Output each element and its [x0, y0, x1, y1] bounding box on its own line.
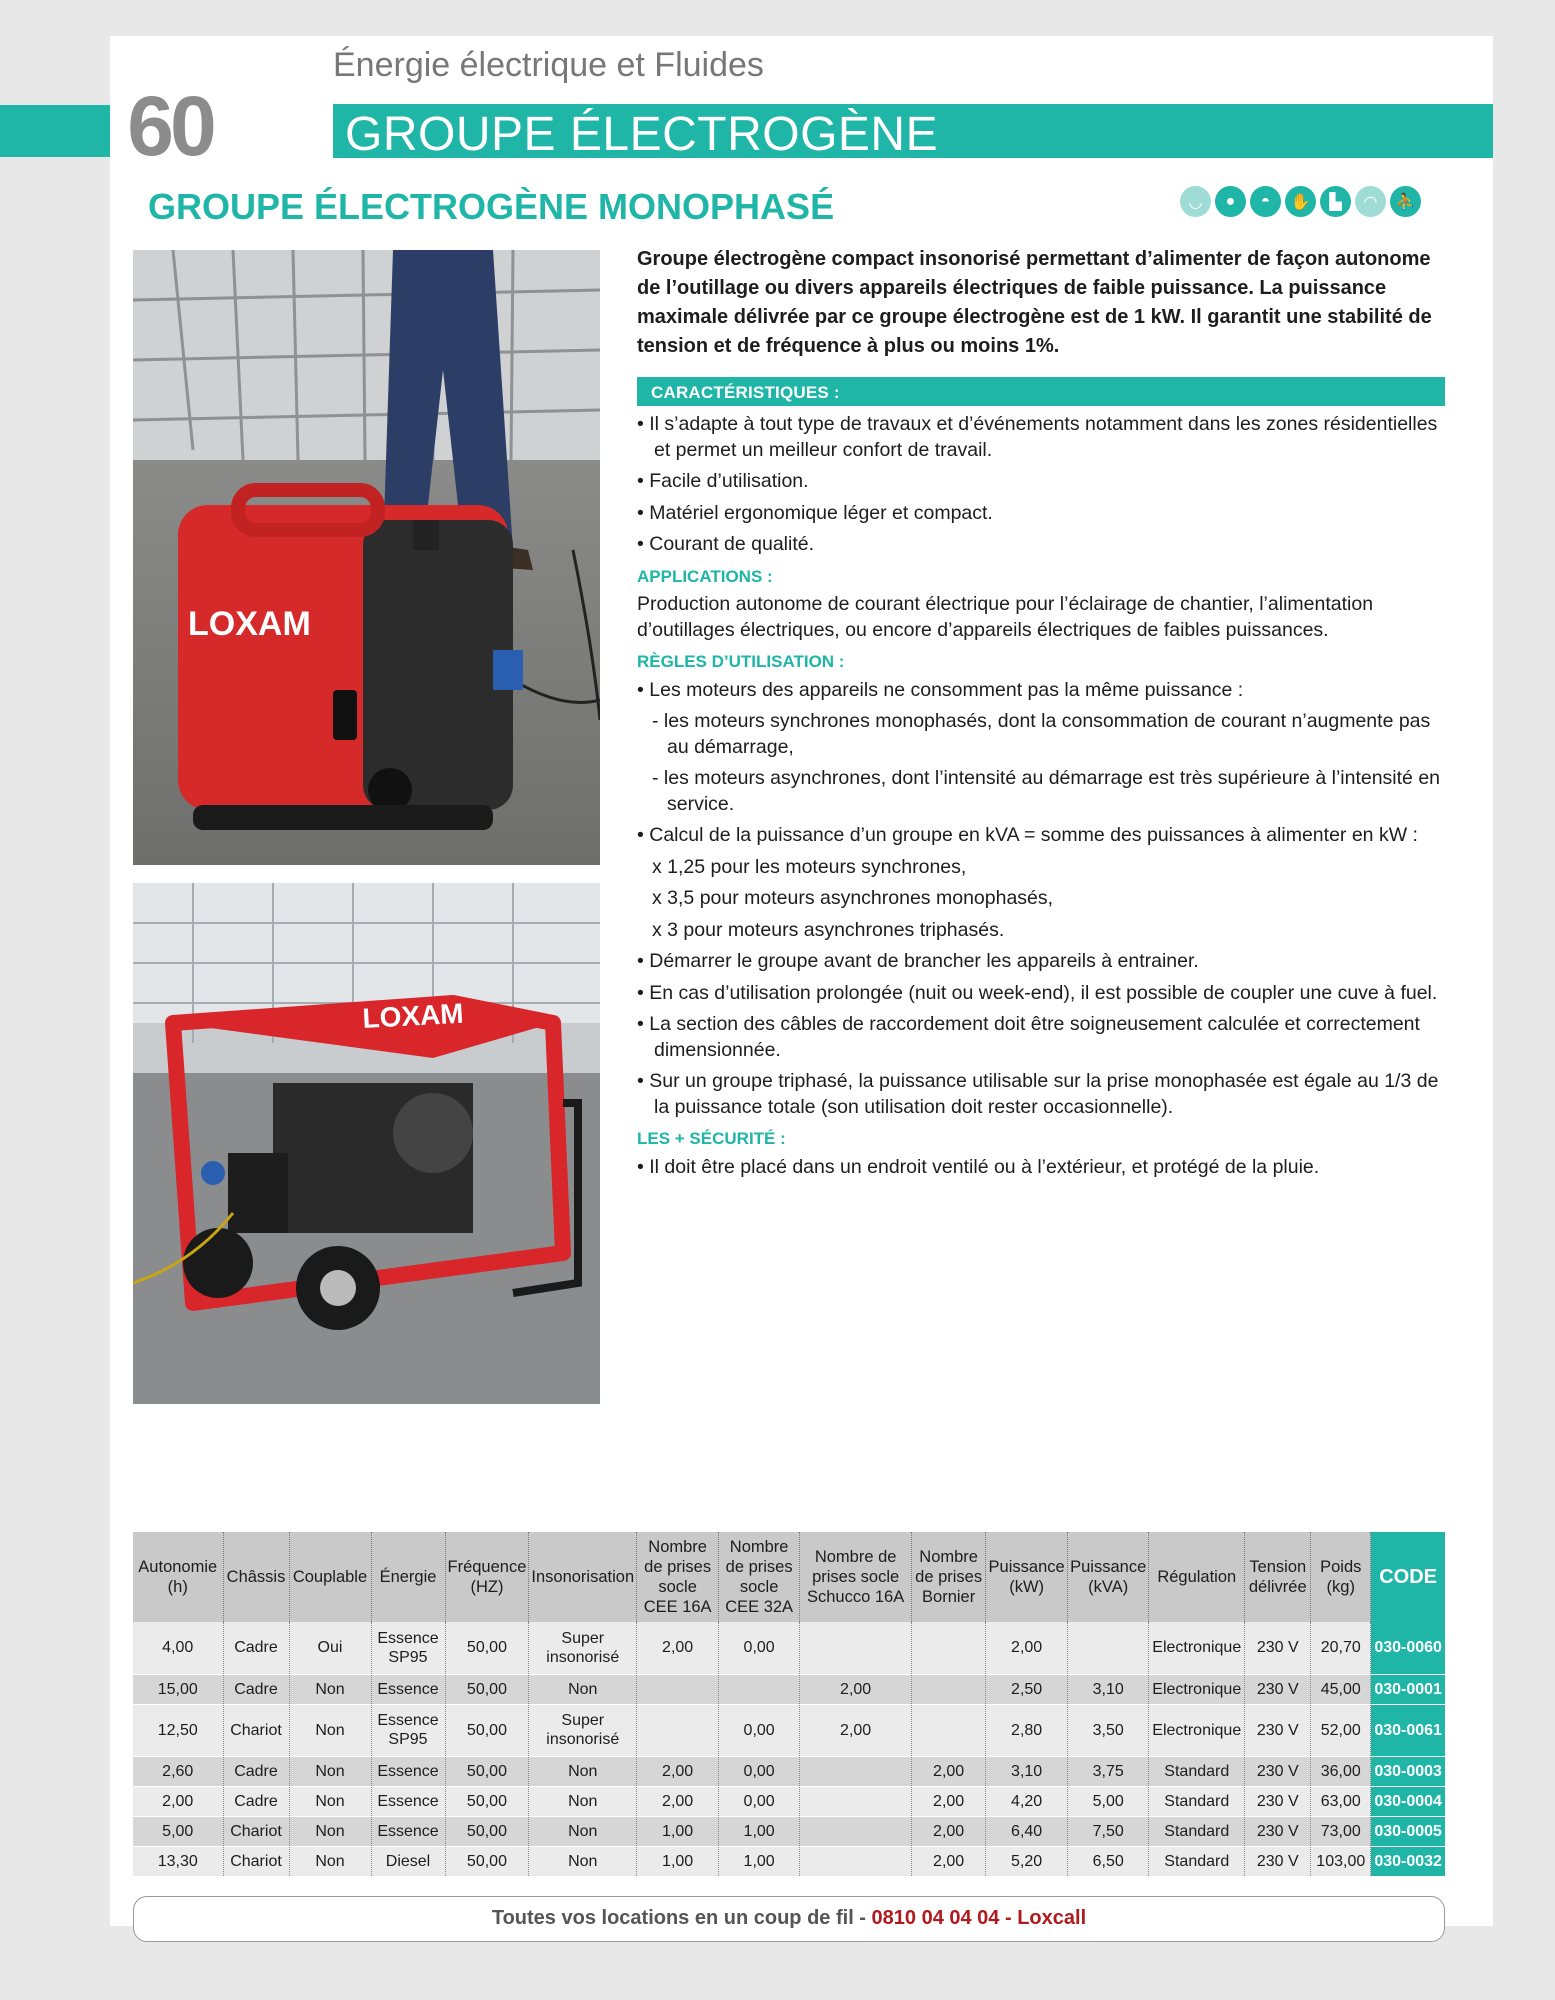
characteristic-item: Courant de qualité.: [649, 533, 815, 555]
helmet-icon: ●: [1215, 186, 1246, 217]
table-cell: 50,00: [445, 1756, 529, 1786]
table-cell: 4,20: [986, 1786, 1068, 1816]
table-cell: [800, 1622, 912, 1674]
code-cell: 030-0003: [1371, 1756, 1445, 1786]
table-cell: [637, 1674, 719, 1704]
table-cell: 52,00: [1311, 1704, 1371, 1756]
list-item: • Démarrer le groupe avant de brancher les appareils à entrainer.: [637, 950, 1199, 972]
table-cell: 50,00: [445, 1674, 529, 1704]
code-cell: 030-0001: [1371, 1674, 1445, 1704]
table-cell: 3,10: [1068, 1674, 1149, 1704]
table-cell: 7,50: [1068, 1816, 1149, 1846]
table-cell: 2,00: [133, 1786, 223, 1816]
safety-item: Il doit être placé dans un endroit ventilé ou à l’extérieur, et protégé de la pluie.: [649, 1155, 1320, 1178]
table-cell: 230 V: [1245, 1846, 1311, 1876]
table-cell: Non: [289, 1674, 371, 1704]
rule-item: Démarrer le groupe avant de brancher les appareils à entrainer.: [649, 950, 1199, 972]
table-cell: 20,70: [1311, 1622, 1371, 1674]
characteristics-heading: CARACTÉRISTIQUES :: [637, 377, 1445, 406]
table-cell: 5,00: [133, 1816, 223, 1846]
page-number: 60: [127, 79, 213, 173]
table-cell: 2,00: [912, 1846, 986, 1876]
col-energie: Énergie: [371, 1532, 445, 1622]
table-cell: 103,00: [1311, 1846, 1371, 1876]
rule-subitem: les moteurs synchrones monophasés, dont la consommation de courant n’augmente pas au démarrage,: [663, 710, 1431, 758]
table-cell: [912, 1622, 986, 1674]
generator-photo-framed-image: [133, 883, 600, 1404]
section-title: Énergie électrique et Fluides: [333, 46, 764, 84]
table-cell: Diesel: [371, 1846, 445, 1876]
photo1-brand: LOXAM: [188, 605, 311, 643]
list-item: • Matériel ergonomique léger et compact.: [637, 501, 993, 524]
page-title: GROUPE ÉLECTROGÈNE: [345, 108, 939, 161]
table-cell: 3,75: [1068, 1756, 1149, 1786]
table-cell: 2,00: [800, 1674, 912, 1704]
spec-table-body: [133, 1622, 1445, 1876]
table-cell: 36,00: [1311, 1756, 1371, 1786]
table-cell: [719, 1674, 800, 1704]
col-code: CODE: [1371, 1532, 1445, 1622]
rule-item: La section des câbles de raccordement doit être soigneusement calculée et correctement dimensionnée.: [649, 1013, 1420, 1061]
photo2-brand: LOXAM: [361, 997, 465, 1034]
table-cell: 2,00: [912, 1816, 986, 1846]
rules-heading: RÈGLES D’UTILISATION :: [637, 652, 845, 671]
table-cell: [800, 1846, 912, 1876]
mask-icon: ◠: [1355, 186, 1386, 217]
col-couplable: Couplable: [289, 1532, 371, 1622]
table-cell: 2,00: [912, 1786, 986, 1816]
table-cell: 230 V: [1245, 1786, 1311, 1816]
table-row: [133, 1816, 1445, 1846]
list-item: • Il s’adapte à tout type de travaux et d’événements notamment dans les zones résidentielles et permet un meilleur confort de travail.: [637, 413, 1438, 461]
table-cell: Chariot: [223, 1704, 289, 1756]
list-item: • En cas d’utilisation prolongée (nuit ou week-end), il est possible de coupler une cuve à fuel.: [637, 981, 1438, 1004]
table-cell: [800, 1816, 912, 1846]
ear-protection-icon: ◡: [1180, 186, 1211, 217]
table-cell: Chariot: [223, 1816, 289, 1846]
table-cell: 230 V: [1245, 1816, 1311, 1846]
multiplier-item: x 1,25 pour les moteurs synchrones,: [652, 855, 967, 878]
table-cell: 0,00: [719, 1622, 800, 1674]
title-band: [333, 104, 1493, 161]
list-item: • Les moteurs des appareils ne consomment pas la même puissance :: [637, 678, 1244, 701]
list-item: - les moteurs synchrones monophasés, dont la consommation de courant n’augmente pas au démarrage,: [652, 710, 1431, 758]
table-row: [133, 1756, 1445, 1786]
code-cell: 030-0004: [1371, 1786, 1445, 1816]
table-cell: Electronique: [1149, 1622, 1245, 1674]
footer-brand: Loxcall: [1017, 1907, 1087, 1929]
table-cell: 45,00: [1311, 1674, 1371, 1704]
table-row: [133, 1674, 1445, 1704]
table-cell: 50,00: [445, 1816, 529, 1846]
table-cell: 5,00: [1068, 1786, 1149, 1816]
col-chassis: Châssis: [223, 1532, 289, 1622]
table-cell: 6,40: [986, 1816, 1068, 1846]
footer-phone[interactable]: 0810 04 04 04: [871, 1907, 1000, 1929]
ppe-icons: [1180, 186, 1421, 217]
table-row: [133, 1622, 1445, 1674]
list-item: • Facile d’utilisation.: [637, 470, 809, 492]
table-cell: 2,50: [986, 1674, 1068, 1704]
table-cell: 3,50: [1068, 1704, 1149, 1756]
characteristic-item: Facile d’utilisation.: [649, 470, 809, 492]
table-cell: [637, 1704, 719, 1756]
footer-separator: -: [999, 1907, 1018, 1929]
col-schucco: Nombre de prises socle Schucco 16A: [800, 1532, 912, 1622]
table-cell: Essence: [371, 1674, 445, 1704]
rule-item: Sur un groupe triphasé, la puissance utilisable sur la prise monophasée est égale au 1/3 de la puissance totale (son utilisation doit rester occasionnelle).: [649, 1070, 1439, 1118]
table-cell: [1068, 1622, 1149, 1674]
col-frequence: Fréquence (HZ): [445, 1532, 529, 1622]
list-item: • Sur un groupe triphasé, la puissance utilisable sur la prise monophasée est égale au 1/3 de la puissance totale (son utilisation doit rester occasionnelle).: [637, 1070, 1439, 1118]
table-cell: 2,60: [133, 1756, 223, 1786]
col-cee32: Nombre de prises socle CEE 32A: [719, 1532, 800, 1622]
col-tension: Tension délivrée: [1245, 1532, 1311, 1622]
table-cell: Standard: [1149, 1756, 1245, 1786]
table-cell: 12,50: [133, 1704, 223, 1756]
rule-item: Les moteurs des appareils ne consomment pas la même puissance :: [649, 678, 1244, 701]
code-cell: 030-0032: [1371, 1846, 1445, 1876]
table-cell: Electronique: [1149, 1704, 1245, 1756]
table-cell: Cadre: [223, 1756, 289, 1786]
table-row: [133, 1786, 1445, 1816]
applications-text: Production autonome de courant électrique pour l’éclairage de chantier, l’alimentation d’outillages électriques, ou encore d’appareils électriques de faibles puissances.: [637, 593, 1374, 641]
generator-photo-compact-image: [133, 250, 600, 865]
list-item: • La section des câbles de raccordement doit être soigneusement calculée et correctement dimensionnée.: [637, 1013, 1420, 1061]
intro-text: Groupe électrogène compact insonorisé permettant d’alimenter de façon autonome de l’outillage ou divers appareils électriques de faible puissance. La puissance maximale délivrée par ce groupe électrogène est de 1 kW. Il garantit une stabilité de tension et de fréquence à plus ou moins 1%.: [637, 248, 1432, 357]
table-cell: Non: [289, 1786, 371, 1816]
table-row: [133, 1846, 1445, 1876]
table-header-row: [133, 1532, 1445, 1622]
table-cell: 1,00: [637, 1816, 719, 1846]
table-cell: Non: [529, 1816, 637, 1846]
table-cell: Non: [529, 1846, 637, 1876]
table-cell: [800, 1786, 912, 1816]
table-cell: 13,30: [133, 1846, 223, 1876]
table-cell: Standard: [1149, 1786, 1245, 1816]
table-cell: 2,00: [637, 1622, 719, 1674]
table-cell: 4,00: [133, 1622, 223, 1674]
table-cell: 2,00: [800, 1704, 912, 1756]
code-cell: 030-0060: [1371, 1622, 1445, 1674]
list-item: • Courant de qualité.: [637, 533, 815, 555]
table-cell: 1,00: [719, 1846, 800, 1876]
table-cell: Super insonorisé: [529, 1622, 637, 1674]
col-kw: Puissance (kW): [986, 1532, 1068, 1622]
table-cell: 6,50: [1068, 1846, 1149, 1876]
rule-item: En cas d’utilisation prolongée (nuit ou week-end), il est possible de coupler une cuve à fuel.: [649, 981, 1438, 1004]
table-cell: Chariot: [223, 1846, 289, 1876]
list-item: - les moteurs asynchrones, dont l’intensité au démarrage est très supérieure à l’intensité en service.: [652, 767, 1441, 815]
characteristic-item: Il s’adapte à tout type de travaux et d’événements notamment dans les zones résidentielles et permet un meilleur confort de travail.: [649, 413, 1438, 461]
code-cell: 030-0061: [1371, 1704, 1445, 1756]
table-cell: [912, 1704, 986, 1756]
table-cell: 50,00: [445, 1846, 529, 1876]
coverall-icon: ⛹: [1390, 186, 1421, 217]
characteristic-item: Matériel ergonomique léger et compact.: [649, 501, 993, 524]
table-cell: [912, 1674, 986, 1704]
table-cell: 63,00: [1311, 1786, 1371, 1816]
table-cell: 230 V: [1245, 1756, 1311, 1786]
table-cell: 50,00: [445, 1622, 529, 1674]
table-cell: 230 V: [1245, 1704, 1311, 1756]
table-cell: Essence: [371, 1816, 445, 1846]
table-cell: Super insonorisé: [529, 1704, 637, 1756]
col-bornier: Nombre de prises Bornier: [912, 1532, 986, 1622]
table-cell: Non: [529, 1786, 637, 1816]
col-autonomie: Autonomie (h): [133, 1532, 223, 1622]
spec-table: [133, 1532, 1445, 1877]
product-description: [637, 245, 1445, 1186]
table-cell: 1,00: [637, 1846, 719, 1876]
col-poids: Poids (kg): [1311, 1532, 1371, 1622]
footer-banner: [133, 1896, 1445, 1942]
multiplier-item: x 3 pour moteurs asynchrones triphasés.: [652, 918, 1005, 941]
table-cell: Non: [289, 1756, 371, 1786]
product-subtitle: GROUPE ÉLECTROGÈNE MONOPHASÉ: [148, 186, 835, 227]
generator-photo-framed: [133, 883, 600, 1404]
table-cell: 2,00: [912, 1756, 986, 1786]
list-item: • Il doit être placé dans un endroit ventilé ou à l’extérieur, et protégé de la pluie.: [637, 1155, 1320, 1178]
table-cell: 73,00: [1311, 1816, 1371, 1846]
rule-subitem: les moteurs asynchrones, dont l’intensité au démarrage est très supérieure à l’intensité en service.: [663, 767, 1441, 815]
table-cell: Standard: [1149, 1846, 1245, 1876]
table-cell: Non: [529, 1674, 637, 1704]
table-cell: 0,00: [719, 1756, 800, 1786]
hard-hat-icon: ◓: [1250, 186, 1281, 217]
table-cell: Cadre: [223, 1622, 289, 1674]
gloves-icon: ✋: [1285, 186, 1316, 217]
table-cell: Essence: [371, 1786, 445, 1816]
table-cell: 5,20: [986, 1846, 1068, 1876]
table-cell: [800, 1756, 912, 1786]
table-cell: Non: [289, 1704, 371, 1756]
col-regulation: Régulation: [1149, 1532, 1245, 1622]
table-cell: 2,00: [637, 1786, 719, 1816]
table-cell: 3,10: [986, 1756, 1068, 1786]
generator-photo-compact: [133, 250, 600, 865]
table-row: [133, 1704, 1445, 1756]
table-cell: 2,00: [637, 1756, 719, 1786]
rule-item: Calcul de la puissance d’un groupe en kVA = somme des puissances à alimenter en kW :: [649, 824, 1418, 846]
table-cell: 230 V: [1245, 1622, 1311, 1674]
table-cell: 0,00: [719, 1704, 800, 1756]
table-cell: 230 V: [1245, 1674, 1311, 1704]
table-cell: Cadre: [223, 1786, 289, 1816]
table-cell: 2,80: [986, 1704, 1068, 1756]
table-cell: Non: [529, 1756, 637, 1786]
table-cell: Oui: [289, 1622, 371, 1674]
code-cell: 030-0005: [1371, 1816, 1445, 1846]
col-insonorisation: Insonorisation: [529, 1532, 637, 1622]
table-cell: Electronique: [1149, 1674, 1245, 1704]
table-cell: Essence: [371, 1756, 445, 1786]
multiplier-item: x 3,5 pour moteurs asynchrones monophasés,: [652, 887, 1054, 909]
table-cell: 0,00: [719, 1786, 800, 1816]
table-cell: 1,00: [719, 1816, 800, 1846]
col-cee16: Nombre de prises socle CEE 16A: [637, 1532, 719, 1622]
table-cell: Non: [289, 1846, 371, 1876]
applications-heading: APPLICATIONS :: [637, 566, 773, 586]
table-cell: Standard: [1149, 1816, 1245, 1846]
footer-text: Toutes vos locations en un coup de fil -: [491, 1907, 872, 1929]
col-kva: Puissance (kVA): [1068, 1532, 1149, 1622]
table-cell: 2,00: [986, 1622, 1068, 1674]
list-item: • Calcul de la puissance d’un groupe en kVA = somme des puissances à alimenter en kW :: [637, 824, 1418, 846]
table-cell: 15,00: [133, 1674, 223, 1704]
table-cell: Essence SP95: [371, 1622, 445, 1674]
safety-boots-icon: ▙: [1320, 186, 1351, 217]
table-cell: 50,00: [445, 1704, 529, 1756]
table-cell: Cadre: [223, 1674, 289, 1704]
safety-heading: LES + SÉCURITÉ :: [637, 1129, 786, 1148]
table-cell: 50,00: [445, 1786, 529, 1816]
table-cell: Non: [289, 1816, 371, 1846]
table-cell: Essence SP95: [371, 1704, 445, 1756]
